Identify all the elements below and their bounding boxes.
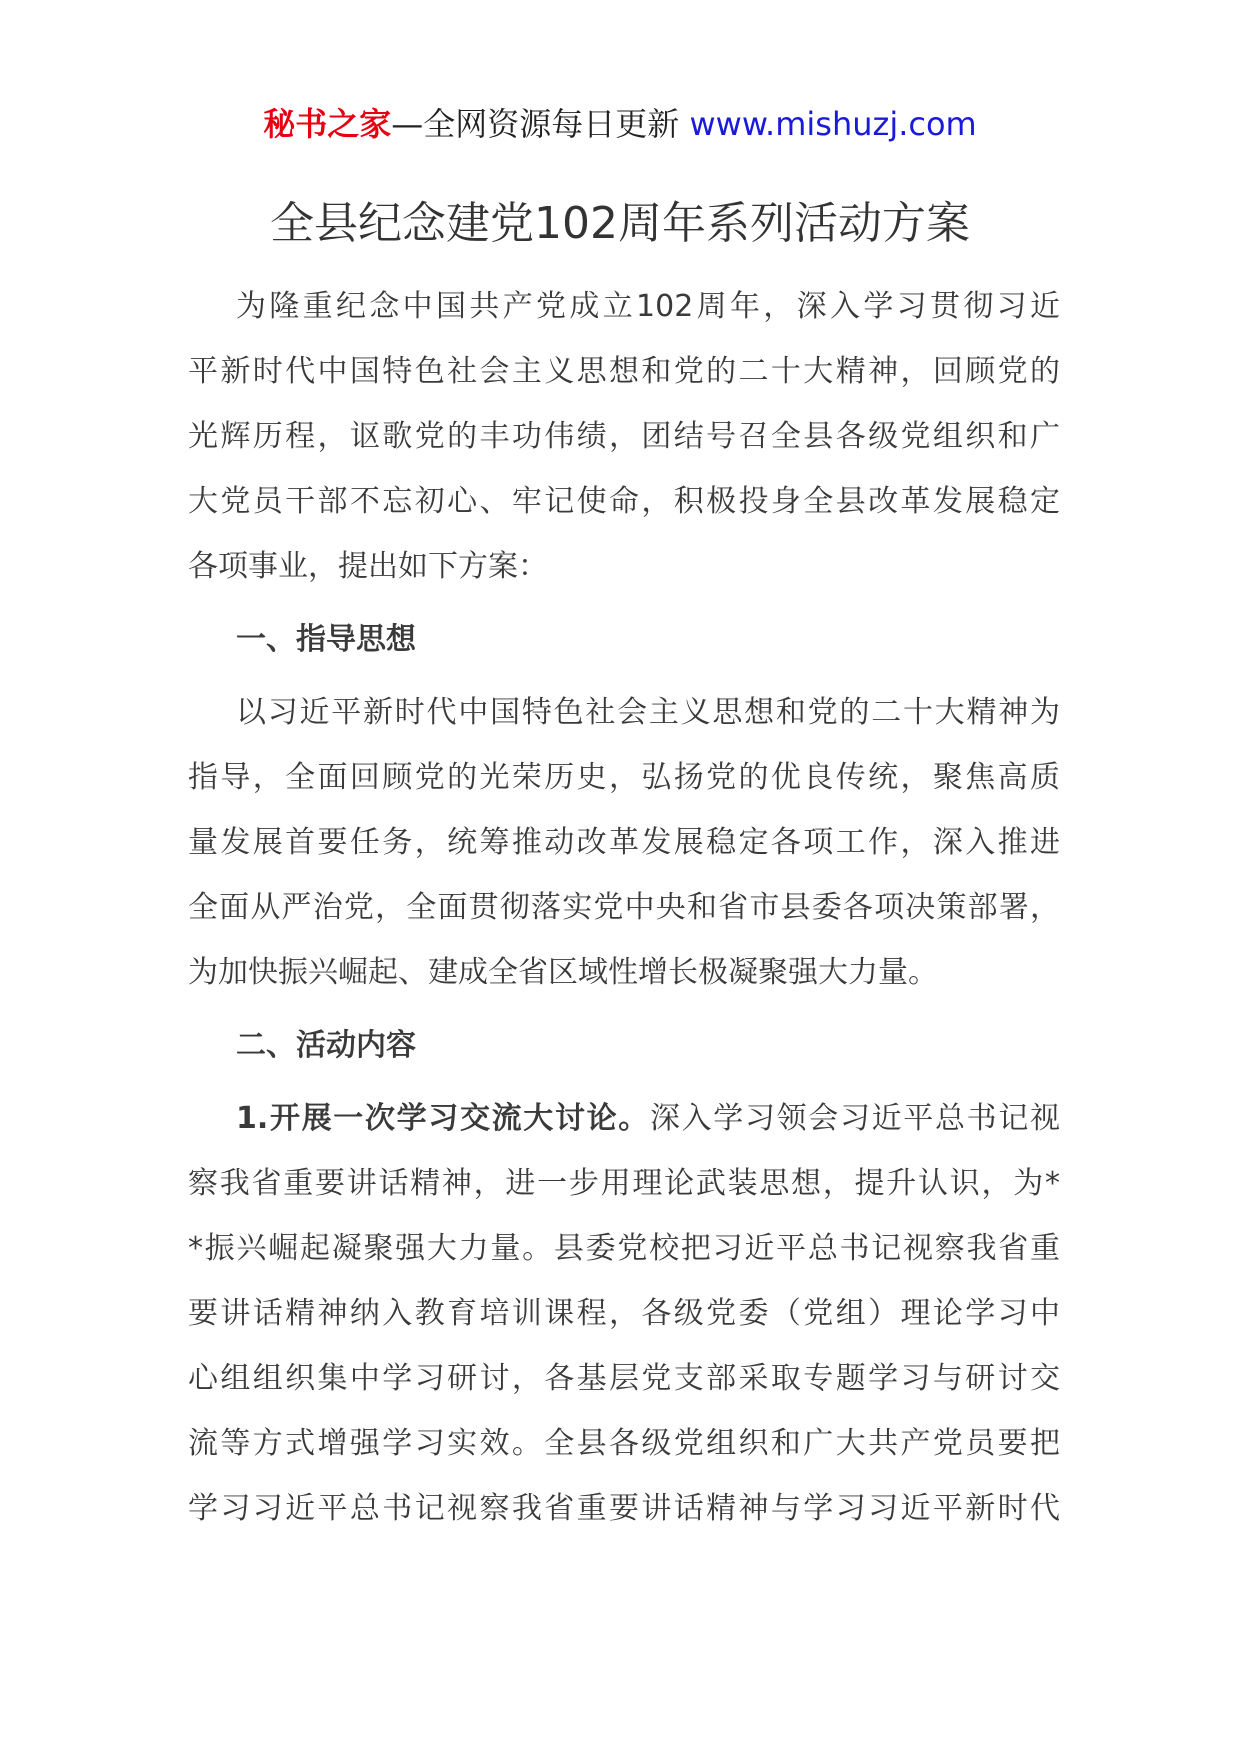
section1-line: 为加快振兴崛起、建成全省区域性增长极凝聚强大力量。 (188, 955, 938, 990)
section2-line: 学习习近平总书记视察我省重要讲话精神与学习习近平新时代 (188, 1491, 1060, 1526)
section2-line: 心组组织集中学习研讨，各基层党支部采取专题学习与研讨交 (188, 1361, 1060, 1396)
section2-line: 流等方式增强学习实效。全县各级党组织和广大共产党员要把 (188, 1426, 1060, 1461)
intro-line: 各项事业，提出如下方案： (188, 549, 548, 584)
section1-line: 以习近平新时代中国特色社会主义思想和党的二十大精神为 (236, 695, 1060, 730)
item1-text: 深入学习领会习近平总书记视 (649, 1101, 1060, 1136)
document-title: 全县纪念建党102周年系列活动方案 (270, 198, 970, 249)
intro-line: 平新时代中国特色社会主义思想和党的二十大精神，回顾党的 (188, 354, 1060, 389)
item1-title: 1.开展一次学习交流大讨论。 (236, 1101, 650, 1136)
section1-line: 指导，全面回顾党的光荣历史，弘扬党的优良传统，聚焦高质 (188, 760, 1060, 795)
section1-line: 全面从严治党，全面贯彻落实党中央和省市县委各项决策部署， (188, 890, 1060, 925)
intro-line: 大党员干部不忘初心、牢记使命，积极投身全县改革发展稳定 (188, 484, 1060, 519)
section2-line: 要讲话精神纳入教育培训课程，各级党委（党组）理论学习中 (188, 1296, 1060, 1331)
section2-item1-first-line (188, 1086, 1060, 1151)
section-heading-guiding-ideology: 一、指导思想 (236, 622, 416, 657)
section1-line: 量发展首要任务，统筹推动改革发展稳定各项工作，深入推进 (188, 825, 1060, 860)
header-slogan: —全网资源每日更新 (391, 105, 680, 143)
site-header (0, 100, 1240, 148)
intro-line: 为隆重纪念中国共产党成立102周年，深入学习贯彻习近 (236, 289, 1060, 324)
document-body (188, 274, 1060, 1541)
brand-name: 秘书之家 (263, 105, 392, 143)
site-url-link[interactable]: www.mishuzj.com (689, 105, 977, 143)
intro-line: 光辉历程，讴歌党的丰功伟绩，团结号召全县各级党组织和广 (188, 419, 1060, 454)
section2-line: *振兴崛起凝聚强大力量。县委党校把习近平总书记视察我省重 (188, 1231, 1060, 1266)
section-heading-activity-content: 二、活动内容 (236, 1028, 416, 1063)
section2-line: 察我省重要讲话精神，进一步用理论武装思想，提升认识，为* (188, 1166, 1060, 1201)
